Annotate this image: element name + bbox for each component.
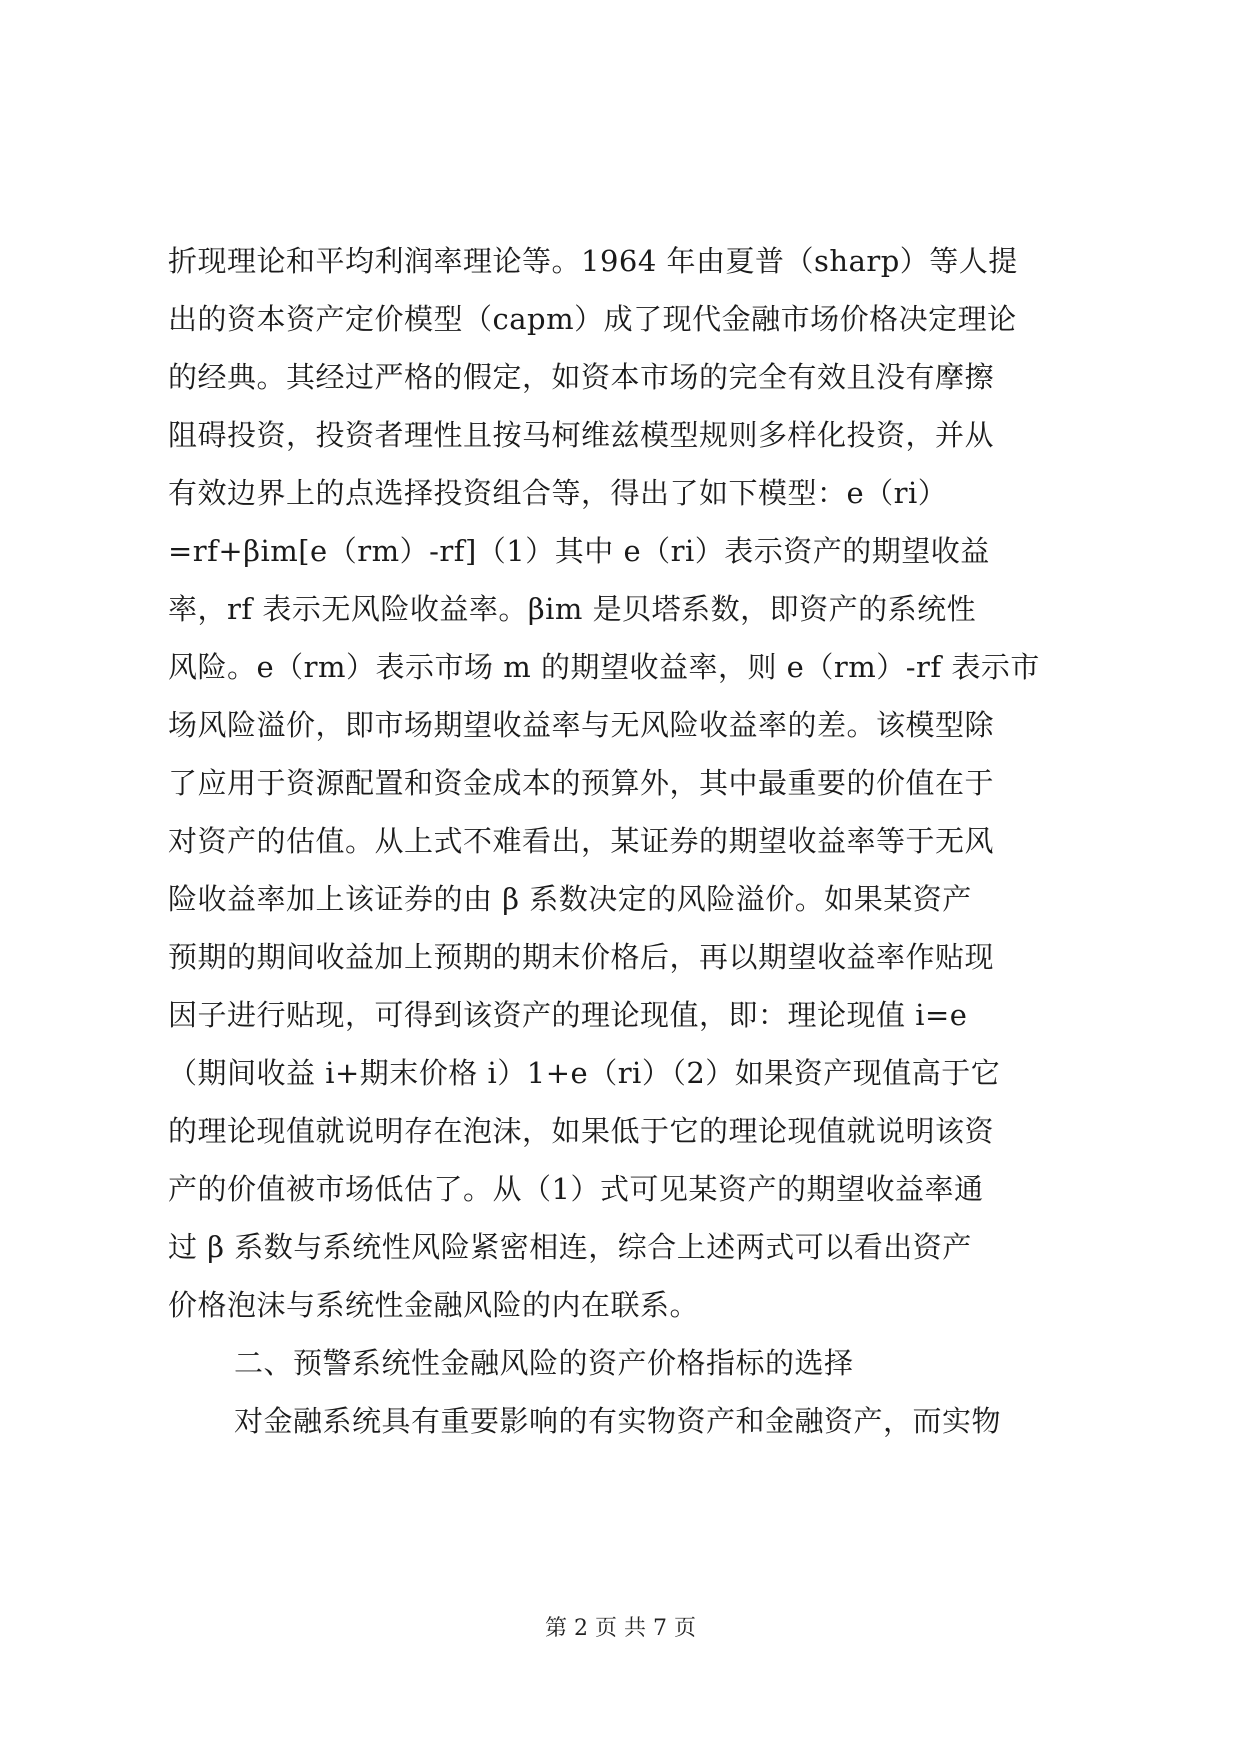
- body-line: 产的价值被市场低估了。从（1）式可见某资产的期望收益率通: [168, 1172, 984, 1206]
- body-line: 因子进行贴现，可得到该资产的理论现值，即：理论现值 i=e: [168, 998, 968, 1032]
- section-heading: 二、预警系统性金融风险的资产价格指标的选择: [234, 1346, 854, 1380]
- body-line: 风险。e（rm）表示市场 m 的期望收益率，则 e（rm）-rf 表示市: [168, 650, 1040, 684]
- body-line: 阻碍投资，投资者理性且按马柯维兹模型规则多样化投资，并从: [168, 418, 995, 452]
- body-line: 对资产的估值。从上式不难看出，某证券的期望收益率等于无风: [168, 824, 995, 858]
- body-line: 有效边界上的点选择投资组合等，得出了如下模型：e（ri）: [168, 476, 948, 510]
- body-line: 出的资本资产定价模型（capm）成了现代金融市场价格决定理论: [168, 302, 1017, 336]
- body-line: 的经典。其经过严格的假定，如资本市场的完全有效且没有摩擦: [168, 360, 995, 394]
- body-line: 场风险溢价，即市场期望收益率与无风险收益率的差。该模型除: [168, 708, 995, 742]
- page-content: [168, 232, 1078, 1450]
- body-line: 险收益率加上该证券的由 β 系数决定的风险溢价。如果某资产: [168, 882, 972, 916]
- body-line: 过 β 系数与系统性风险紧密相连，综合上述两式可以看出资产: [168, 1230, 972, 1264]
- body-line: （期间收益 i+期末价格 i）1+e（ri）（2）如果资产现值高于它: [168, 1056, 1001, 1090]
- body-line: 折现理论和平均利润率理论等。1964 年由夏普（sharp）等人提: [168, 244, 1018, 278]
- page-footer: [0, 1614, 1241, 1644]
- body-line: 率，rf 表示无风险收益率。βim 是贝塔系数，即资产的系统性: [168, 592, 977, 626]
- body-line: 价格泡沫与系统性金融风险的内在联系。: [168, 1288, 700, 1322]
- page-number-label: 第 2 页 共 7 页: [545, 1616, 696, 1641]
- paragraph-first-line: 对金融系统具有重要影响的有实物资产和金融资产，而实物: [234, 1404, 1002, 1438]
- body-line: =rf+βim[e（rm）-rf]（1）其中 e（ri）表示资产的期望收益: [168, 534, 990, 568]
- body-line: 的理论现值就说明存在泡沫，如果低于它的理论现值就说明该资: [168, 1114, 995, 1148]
- body-line: 预期的期间收益加上预期的期末价格后，再以期望收益率作贴现: [168, 940, 995, 974]
- body-line: 了应用于资源配置和资金成本的预算外，其中最重要的价值在于: [168, 766, 995, 800]
